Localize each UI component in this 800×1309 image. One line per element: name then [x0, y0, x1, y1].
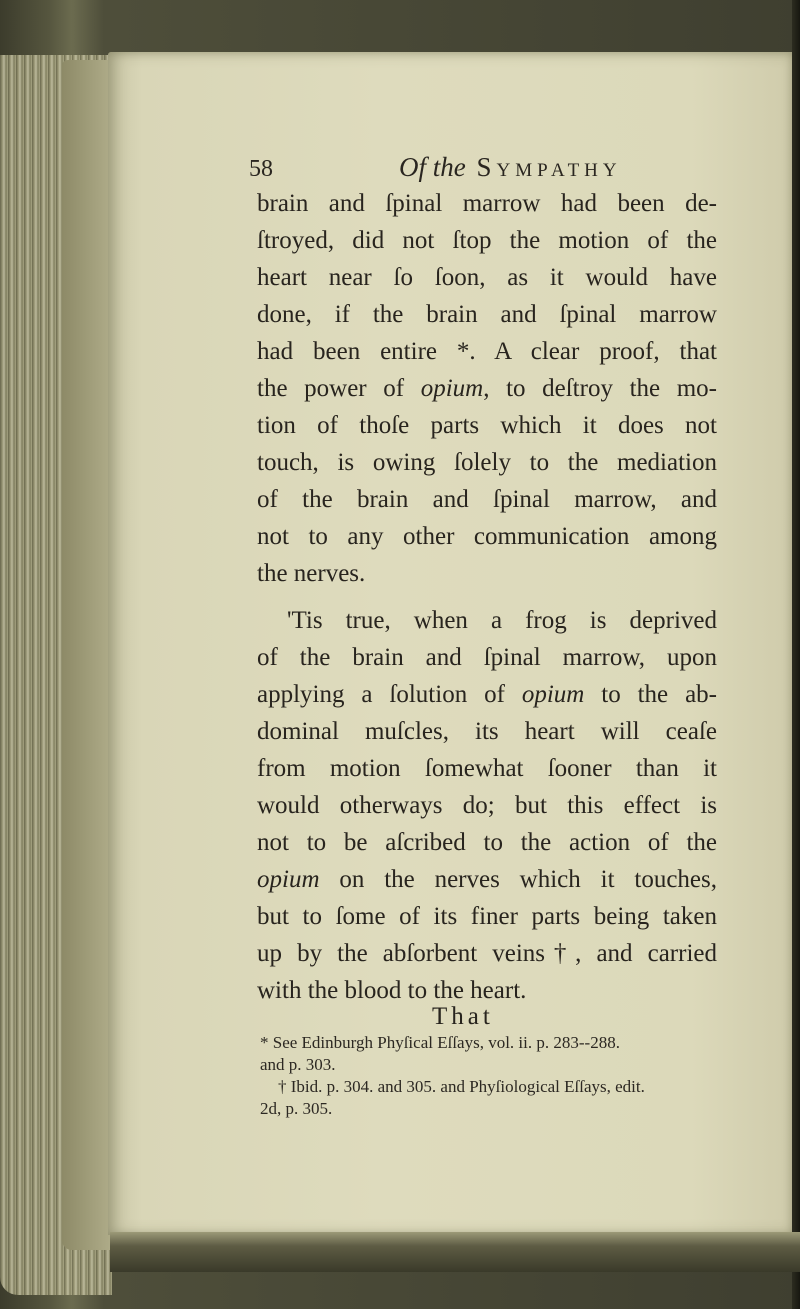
footnote-line: 2d, p. 305.: [260, 1099, 333, 1118]
footnote-line: and p. 303.: [260, 1055, 336, 1074]
text-line: of the brain and ſpinal marrow, upon: [257, 644, 717, 671]
text-line: tion of thoſe parts which it does not: [257, 412, 717, 439]
text-line: brain and ſpinal marrow had been de-: [257, 190, 717, 217]
running-head-prefix: Of the: [399, 152, 466, 182]
page-bottom-edge: [110, 1232, 800, 1272]
text-line: 'Tis true, when a frog is deprived: [287, 607, 717, 634]
footnote-line: * See Edinburgh Phyſical Eſſays, vol. ii. p. 283--288.: [260, 1033, 620, 1052]
text-line: had been entire *. A clear proof, that: [257, 338, 717, 365]
text-line: not to be aſcribed to the action of the: [257, 829, 717, 856]
text-line: from motion ſomewhat ſooner than it: [257, 755, 717, 782]
running-head-title: Sympathy: [476, 152, 622, 182]
text-line: would otherways do; but this effect is: [257, 792, 717, 819]
text-line: applying a ſolution of opium to the ab-: [257, 681, 717, 708]
text-line: touch, is owing ſolely to the mediation: [257, 449, 717, 476]
text-line: not to any other communication among: [257, 523, 717, 550]
facing-edge: [792, 0, 800, 1309]
text-line: with the blood to the heart.: [257, 977, 527, 1004]
text-line: the power of opium, to deſtroy the mo-: [257, 375, 717, 402]
paragraph-2: [257, 602, 717, 1009]
text-line: of the brain and ſpinal marrow, and: [257, 486, 717, 513]
catchword: That: [432, 1003, 494, 1030]
text-line: the nerves.: [257, 560, 366, 587]
body-text: [257, 185, 717, 1009]
text-line: dominal muſcles, its heart will ceaſe: [257, 718, 717, 745]
text-line: heart near ſo ſoon, as it would have: [257, 264, 717, 291]
text-line: up by the abſorbent veins†, and carried: [257, 940, 717, 967]
running-head: [399, 152, 622, 183]
footnotes: [260, 1032, 720, 1120]
text-line: but to ſome of its finer parts being taken: [257, 903, 717, 930]
paragraph-1: [257, 185, 717, 592]
text-line: opium on the nerves which it touches,: [257, 866, 717, 893]
page-number: 58: [249, 156, 273, 182]
text-line: ſtroyed, did not ſtop the motion of the: [257, 227, 717, 254]
text-line: done, if the brain and ſpinal marrow: [257, 301, 717, 328]
footnote-line: † Ibid. p. 304. and 305. and Phyſiological Eſſays, edit.: [278, 1077, 645, 1096]
